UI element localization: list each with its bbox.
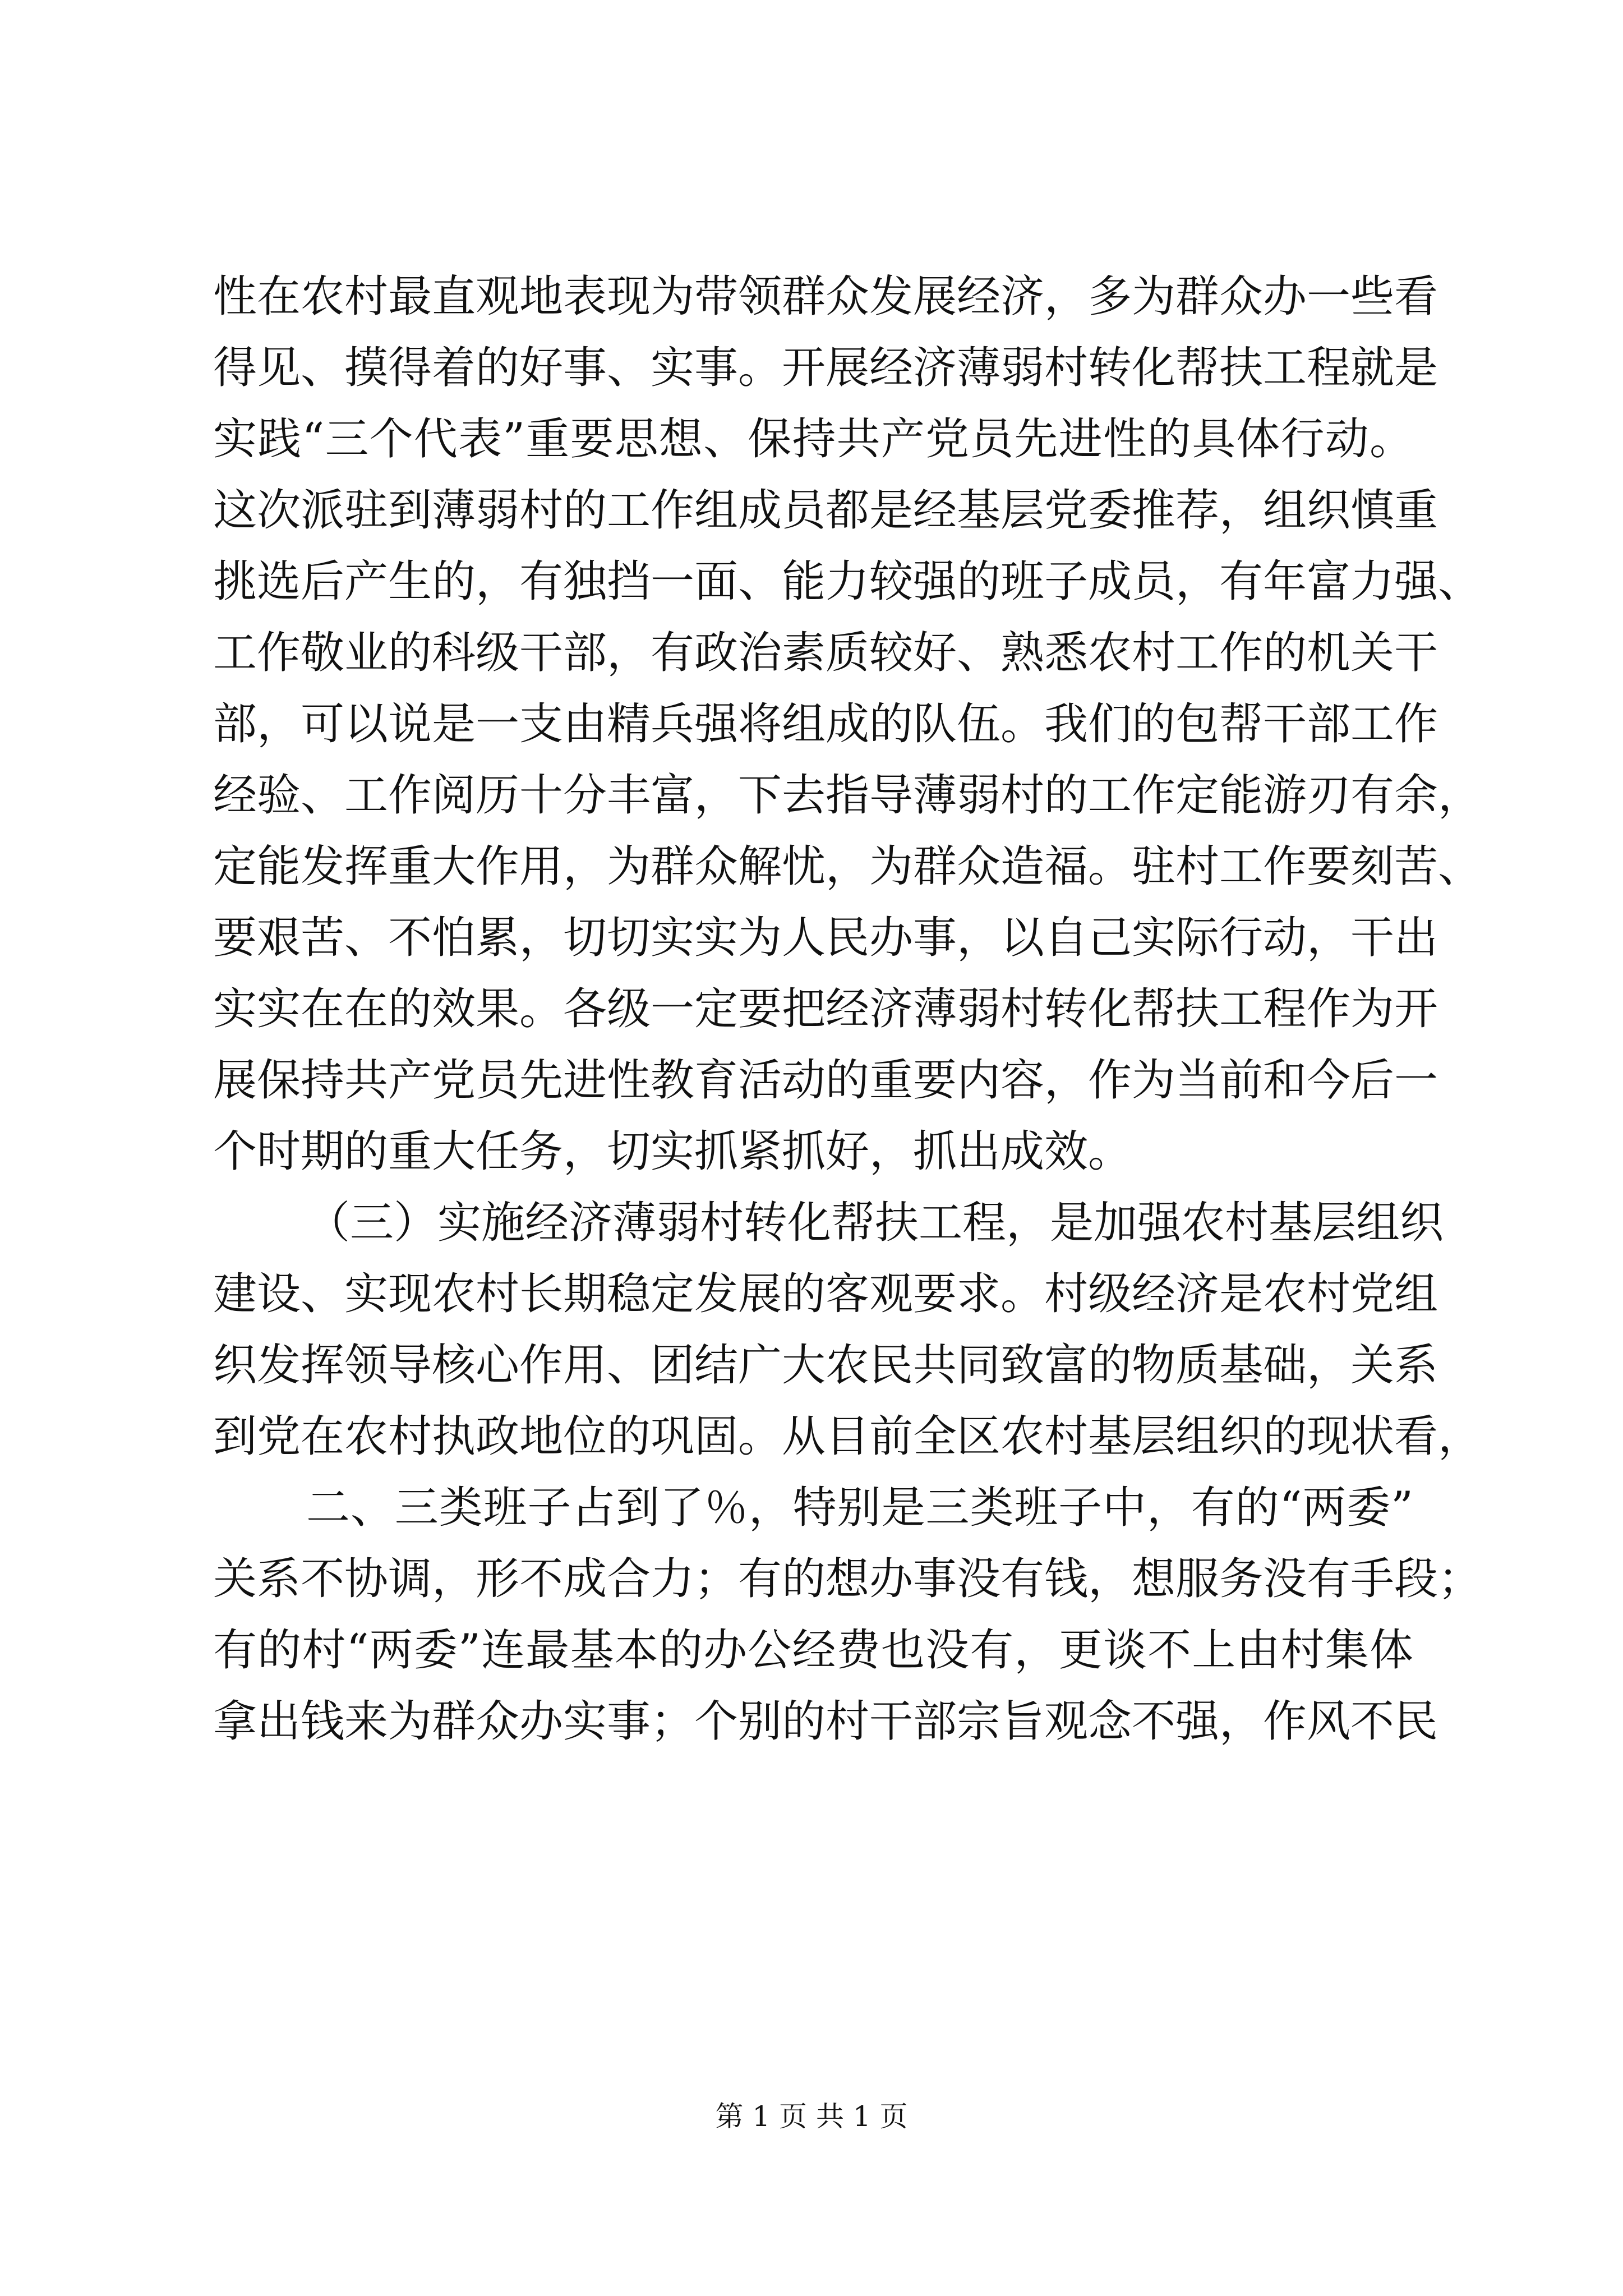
text-line: 要艰苦、不怕累，切切实实为人民办事，以自己实际行动，干出 (213, 913, 1438, 963)
text-line: 得见、摸得着的好事、实事。开展经济薄弱村转化帮扶工程就是 (213, 343, 1438, 393)
text-line: 部，可以说是一支由精兵强将组成的队伍。我们的包帮干部工作 (213, 699, 1438, 749)
text-line: 有的村“两委”连最基本的办公经费也没有，更谈不上由村集体 (213, 1625, 1413, 1676)
text-line: 实践“三个代表”重要思想、保持共产党员先进性的具体行动。 (213, 414, 1413, 464)
body-text (213, 261, 1482, 1757)
text-line: 关系不协调，形不成合力；有的想办事没有钱，想服务没有手段； (213, 1554, 1482, 1604)
page-footer: 第 1 页 共 1 页 (715, 2100, 908, 2133)
text-line: 建设、实现农村长期稳定发展的客观要求。村级经济是农村党组 (213, 1269, 1438, 1319)
text-line: 工作敬业的科级干部，有政治素质较好、熟悉农村工作的机关干 (213, 628, 1438, 678)
paragraph-start-line: 二、三类班子占到了％，特别是三类班子中，有的“两委” (306, 1483, 1413, 1533)
text-line: 定能发挥重大作用，为群众解忧，为群众造福。驻村工作要刻苦、 (213, 841, 1482, 892)
text-line: 到党在农村执政地位的巩固。从目前全区农村基层组织的现状看， (213, 1411, 1482, 1462)
text-line: 性在农村最直观地表现为带领群众发展经济，多为群众办一些看 (213, 272, 1438, 322)
text-line: 经验、工作阅历十分丰富，下去指导薄弱村的工作定能游刃有余， (213, 770, 1482, 821)
text-line: 挑选后产生的，有独挡一面、能力较强的班子成员，有年富力强、 (213, 556, 1482, 607)
text-line: 个时期的重大任务，切实抓紧抓好，抓出成效。 (213, 1126, 1132, 1177)
paragraph-start-line: （三）实施经济薄弱村转化帮扶工程，是加强农村基层组织 (306, 1198, 1444, 1248)
text-line: 拿出钱来为群众办实事；个别的村干部宗旨观念不强，作风不民 (213, 1696, 1438, 1747)
text-line: 织发挥领导核心作用、团结广大农民共同致富的物质基础，关系 (213, 1340, 1438, 1391)
text-line: 展保持共产党员先进性教育活动的重要内容，作为当前和今后一 (213, 1055, 1438, 1106)
text-line: 实实在在的效果。各级一定要把经济薄弱村转化帮扶工程作为开 (213, 984, 1438, 1034)
text-line: 这次派驻到薄弱村的工作组成员都是经基层党委推荐，组织慎重 (213, 485, 1438, 536)
